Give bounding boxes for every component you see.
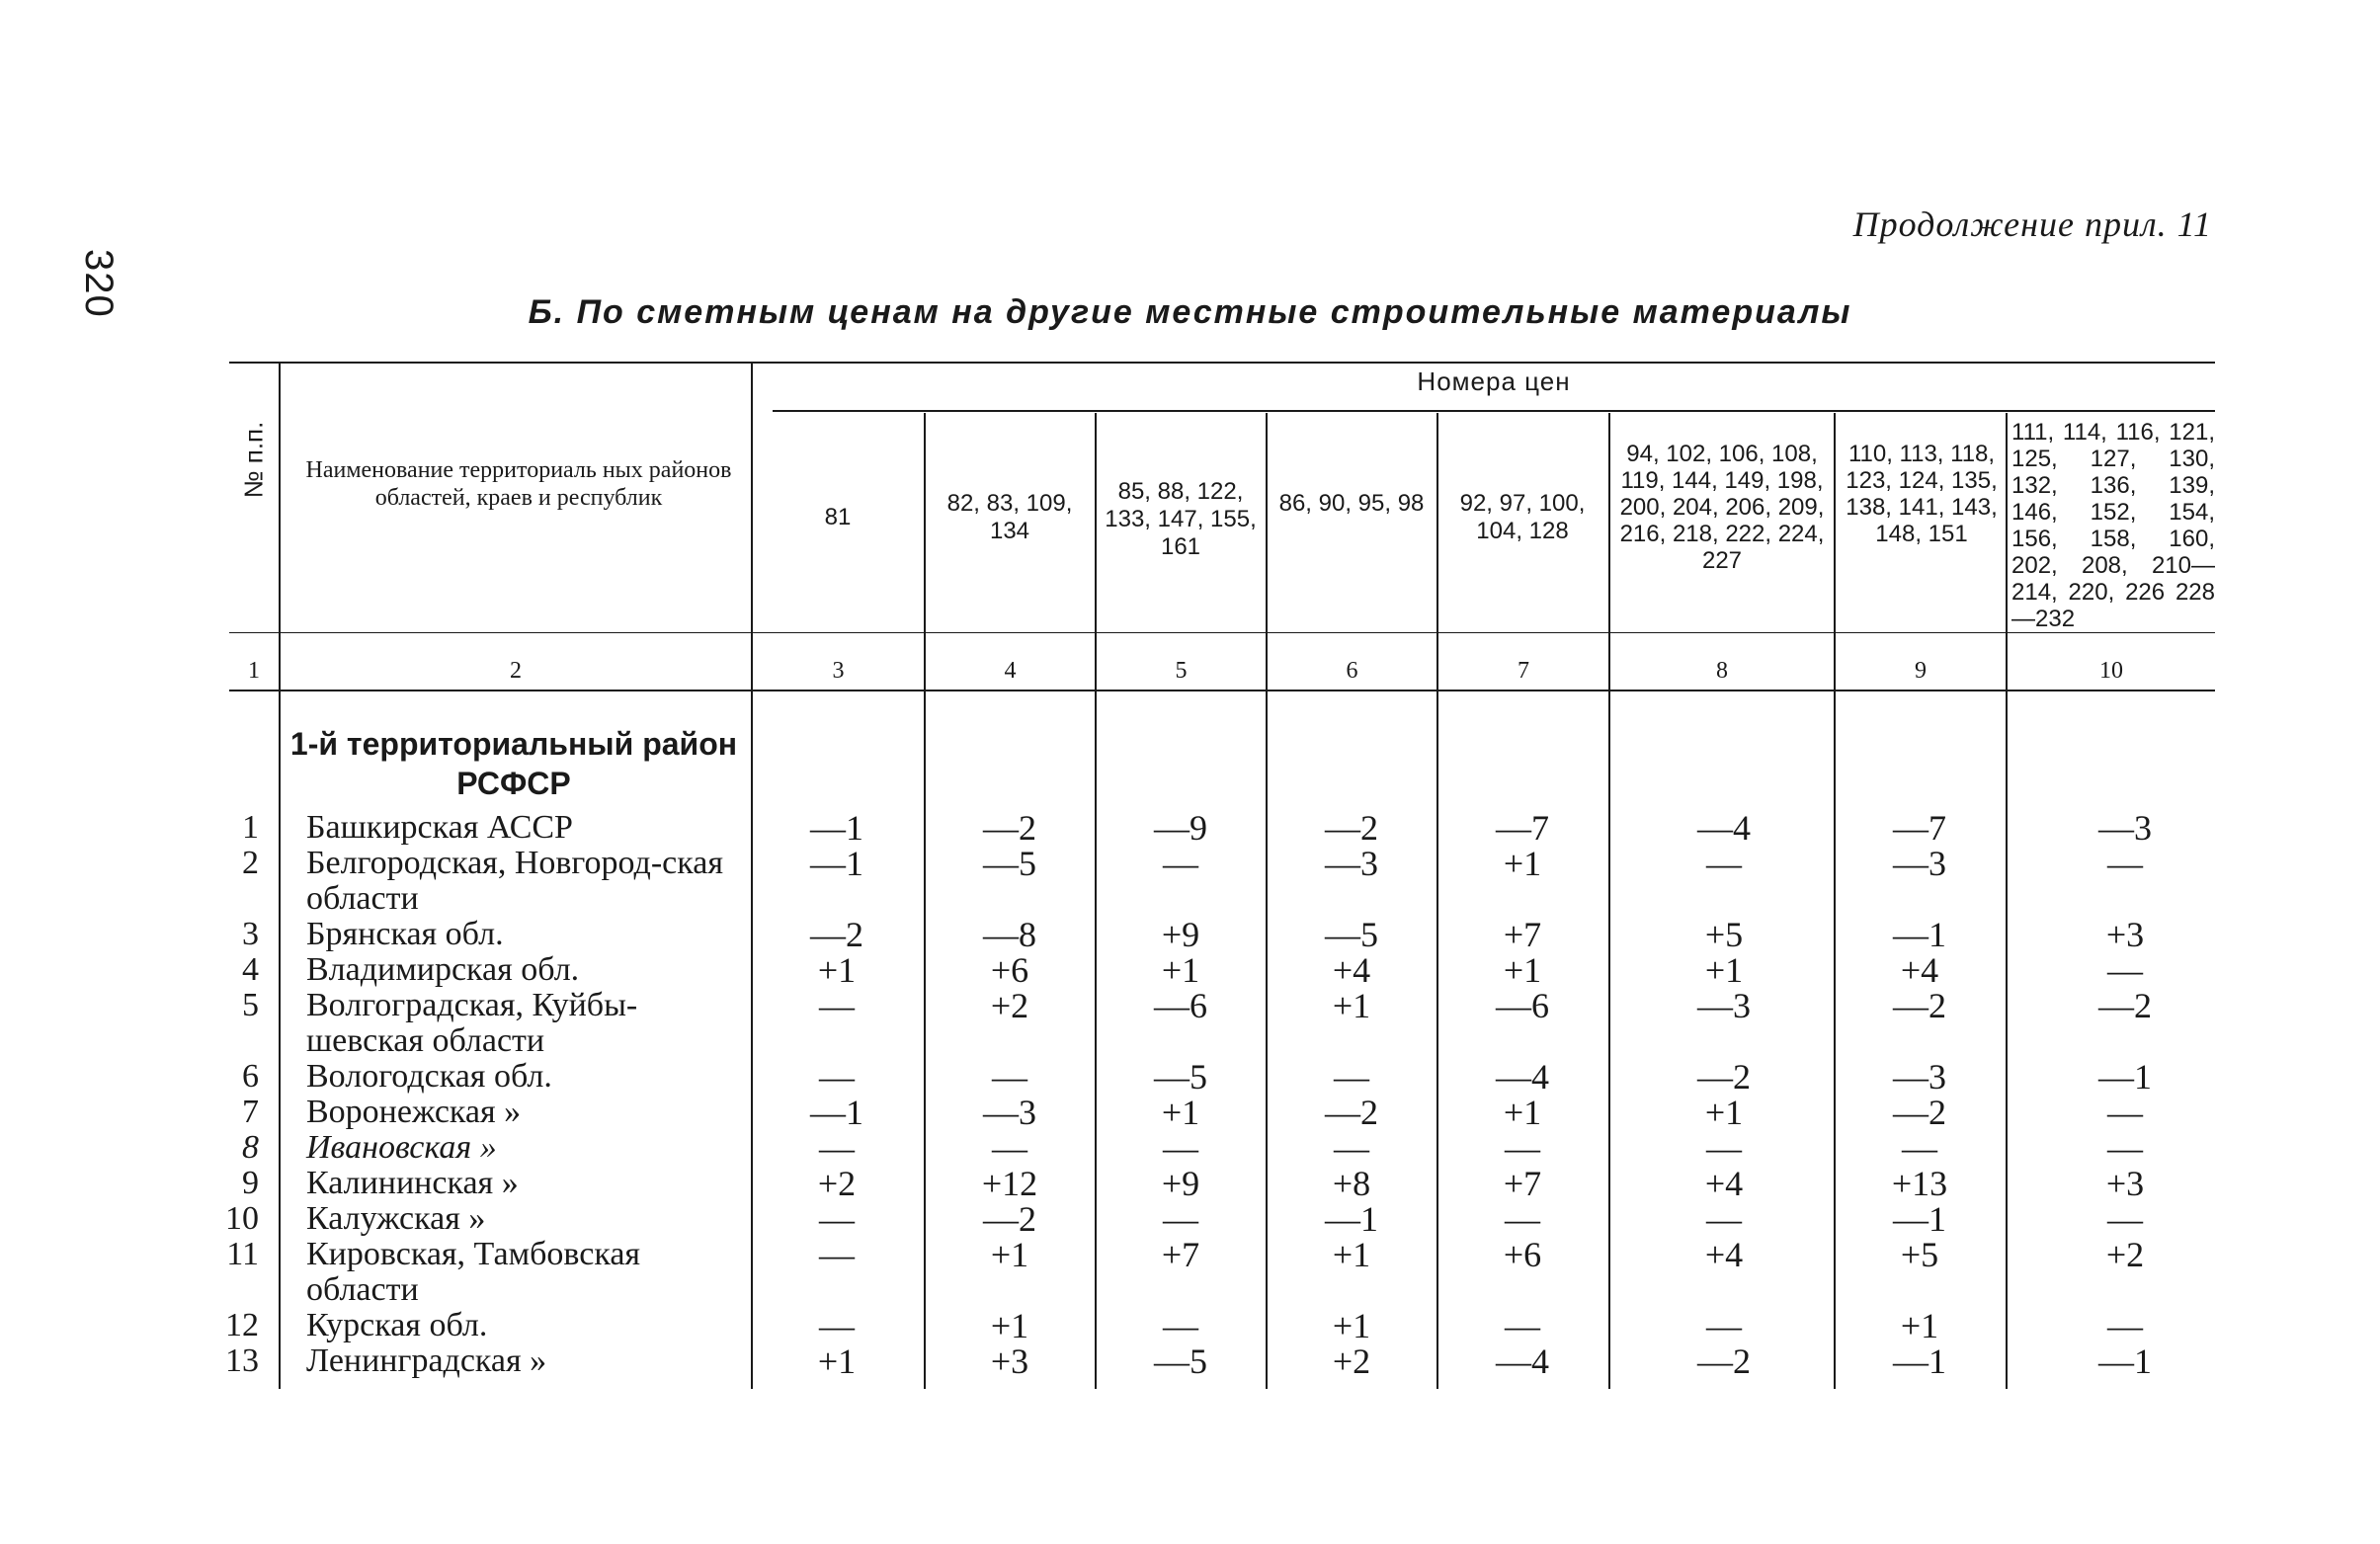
value-cell: +2 (990, 986, 1029, 1025)
col-rule-1 (279, 362, 281, 1389)
value-cell: — (1902, 1128, 1937, 1168)
value-cell: — (819, 1306, 855, 1345)
value-cell: +2 (2105, 1235, 2145, 1274)
value-cell: +1 (1704, 950, 1744, 990)
value-cell: +1 (1332, 1306, 1371, 1345)
name-column-header: Наименование территориаль ных районов областей, краев и республик (305, 457, 732, 511)
value-cell: — (819, 1199, 855, 1239)
value-cell: +1 (1503, 950, 1542, 990)
value-cell: —5 (1154, 1341, 1207, 1381)
value-cell: +9 (1161, 1164, 1200, 1203)
column-number-10: 10 (2099, 658, 2123, 684)
column-number-2: 2 (510, 658, 522, 684)
value-cell: —4 (1697, 808, 1751, 848)
region-name: Владимирская обл. (306, 951, 580, 988)
value-cell: +4 (1900, 950, 1939, 990)
section-title: Б. По сметным ценам на другие местные строительные материалы (528, 293, 1852, 331)
column-number-6: 6 (1346, 658, 1358, 684)
row-number: 8 (242, 1129, 259, 1166)
value-cell: —1 (810, 844, 863, 883)
value-cell: +1 (990, 1235, 1029, 1274)
region-name: Курская обл. (306, 1307, 488, 1343)
value-cell: +7 (1503, 915, 1542, 954)
value-cell: — (2107, 1199, 2143, 1239)
value-cell: +2 (817, 1164, 857, 1203)
value-cell: +4 (1704, 1235, 1744, 1274)
value-cell: +1 (1332, 986, 1371, 1025)
value-cell: — (1163, 1306, 1198, 1345)
prices-header-rule (773, 410, 2215, 412)
value-cell: —3 (2098, 808, 2152, 848)
column-number-9: 9 (1915, 658, 1927, 684)
value-cell: — (2107, 1128, 2143, 1168)
row-number: 11 (226, 1236, 259, 1272)
region-name: Вологодская обл. (306, 1058, 552, 1095)
region-name: Калининская » (306, 1165, 519, 1201)
value-cell: — (2107, 1306, 2143, 1345)
region-name: Воронежская » (306, 1094, 522, 1130)
value-cell: — (1505, 1199, 1540, 1239)
price-column-header-8: 94, 102, 106, 108, 119, 144, 149, 198, 200, 204, 206, 209, 216, 218, 222, 224, 227 (1619, 441, 1825, 574)
value-cell: +1 (1161, 950, 1200, 990)
value-cell: —2 (983, 808, 1036, 848)
value-cell: — (1163, 844, 1198, 883)
value-cell: +7 (1503, 1164, 1542, 1203)
table-top-rule (229, 362, 2215, 364)
value-cell: — (1706, 1306, 1742, 1345)
value-cell: — (1163, 1199, 1198, 1239)
value-cell: — (2107, 844, 2143, 883)
value-cell: +9 (1161, 915, 1200, 954)
value-cell: —2 (983, 1199, 1036, 1239)
value-cell: —3 (1325, 844, 1378, 883)
value-cell: —1 (1325, 1199, 1378, 1239)
value-cell: +1 (1161, 1093, 1200, 1132)
prices-group-header: Номера цен (1417, 366, 1571, 396)
value-cell: —1 (1893, 915, 1946, 954)
value-cell: —2 (1697, 1057, 1751, 1097)
column-number-5: 5 (1175, 658, 1188, 684)
value-cell: — (992, 1128, 1027, 1168)
value-cell: +1 (990, 1306, 1029, 1345)
value-cell: +7 (1161, 1235, 1200, 1274)
row-number: 10 (225, 1200, 259, 1237)
region-name: Волгоградская, Куйбы-шевская области (306, 987, 638, 1059)
value-cell: —5 (983, 844, 1036, 883)
value-cell: —2 (1893, 1093, 1946, 1132)
value-cell: —5 (1154, 1057, 1207, 1097)
value-cell: — (992, 1057, 1027, 1097)
value-cell: +1 (817, 1341, 857, 1381)
price-column-header-5: 85, 88, 122, 133, 147, 155, 161 (1105, 478, 1257, 560)
region-name: Брянская обл. (306, 916, 504, 952)
row-number: 7 (242, 1094, 259, 1130)
column-number-1: 1 (248, 658, 260, 684)
value-cell: —5 (1325, 915, 1378, 954)
value-cell: +1 (1704, 1093, 1744, 1132)
column-number-4: 4 (1004, 658, 1017, 684)
value-cell: —1 (2098, 1057, 2152, 1097)
value-cell: —2 (2098, 986, 2152, 1025)
region-name: Белгородская, Новгород-ская области (306, 845, 723, 917)
price-column-header-9: 110, 113, 118, 123, 124, 135, 138, 141, 143, 148, 151 (1846, 441, 1998, 547)
row-number: 2 (242, 845, 259, 881)
group-title: 1-й территориальный район РСФСР (289, 726, 738, 801)
value-cell: +1 (817, 950, 857, 990)
value-cell: — (1505, 1306, 1540, 1345)
value-cell: —3 (983, 1093, 1036, 1132)
value-cell: — (1505, 1128, 1540, 1168)
row-number: 12 (225, 1307, 259, 1343)
value-cell: +1 (1332, 1235, 1371, 1274)
row-number: 1 (242, 809, 259, 846)
value-cell: +6 (990, 950, 1029, 990)
row-number: 3 (242, 916, 259, 952)
value-cell: +8 (1332, 1164, 1371, 1203)
region-name: Ивановская » (306, 1129, 497, 1166)
value-cell: +1 (1503, 1093, 1542, 1132)
value-cell: +3 (2105, 1164, 2145, 1203)
colnum-upper-rule (229, 632, 2215, 633)
column-number-8: 8 (1716, 658, 1728, 684)
value-cell: —3 (1697, 986, 1751, 1025)
value-cell: — (2107, 1093, 2143, 1132)
value-cell: — (1163, 1128, 1198, 1168)
column-number-3: 3 (832, 658, 845, 684)
value-cell: +5 (1900, 1235, 1939, 1274)
value-cell: —7 (1893, 808, 1946, 848)
value-cell: — (1706, 844, 1742, 883)
value-cell: —9 (1154, 808, 1207, 848)
value-cell: — (819, 1235, 855, 1274)
value-cell: —2 (810, 915, 863, 954)
value-cell: — (2107, 950, 2143, 990)
continued-label: Продолжение прил. 11 (1852, 204, 2212, 244)
value-cell: —3 (1893, 1057, 1946, 1097)
value-cell: — (819, 1128, 855, 1168)
price-column-header-4: 82, 83, 109, 134 (946, 490, 1073, 544)
header-bottom-rule (229, 690, 2215, 691)
price-column-header-6: 86, 90, 95, 98 (1278, 490, 1425, 517)
row-number: 13 (225, 1342, 259, 1379)
value-cell: +4 (1704, 1164, 1744, 1203)
value-cell: —4 (1496, 1057, 1549, 1097)
region-name: Ленинградская » (306, 1342, 547, 1379)
value-cell: +4 (1332, 950, 1371, 990)
value-cell: +1 (1900, 1306, 1939, 1345)
row-number: 6 (242, 1058, 259, 1095)
region-name: Калужская » (306, 1200, 486, 1237)
value-cell: —2 (1893, 986, 1946, 1025)
row-number: 4 (242, 951, 259, 988)
value-cell: —4 (1496, 1341, 1549, 1381)
region-name: Кировская, Тамбовская области (306, 1236, 641, 1308)
price-column-header-10: 111, 114, 116, 121, 125, 127, 130, 132, 136, 139, 146, 152, 154, 156, 158, 160, 202, 208, 210—214, 220, 226 228—232 (2011, 419, 2215, 632)
value-cell: — (1706, 1199, 1742, 1239)
value-cell: — (819, 1057, 855, 1097)
row-number: 9 (242, 1165, 259, 1201)
value-cell: +5 (1704, 915, 1744, 954)
value-cell: +1 (1503, 844, 1542, 883)
value-cell: —6 (1496, 986, 1549, 1025)
value-cell: — (1706, 1128, 1742, 1168)
price-column-header-3: 81 (824, 504, 852, 530)
value-cell: —1 (2098, 1341, 2152, 1381)
value-cell: —8 (983, 915, 1036, 954)
row-number: 5 (242, 987, 259, 1023)
value-cell: —2 (1325, 1093, 1378, 1132)
value-cell: —2 (1325, 808, 1378, 848)
value-cell: — (1334, 1057, 1369, 1097)
value-cell: —7 (1496, 808, 1549, 848)
value-cell: —1 (810, 1093, 863, 1132)
row-number-header: № п.п. (238, 421, 269, 499)
value-cell: +2 (1332, 1341, 1371, 1381)
value-cell: +12 (981, 1164, 1038, 1203)
value-cell: +3 (990, 1341, 1029, 1381)
value-cell: — (1334, 1128, 1369, 1168)
value-cell: +13 (1891, 1164, 1948, 1203)
price-column-header-7: 92, 97, 100, 104, 128 (1459, 490, 1586, 544)
value-cell: —1 (1893, 1341, 1946, 1381)
column-number-7: 7 (1518, 658, 1529, 684)
value-cell: +3 (2105, 915, 2145, 954)
region-name: Башкирская АССР (306, 809, 573, 846)
value-cell: —2 (1697, 1341, 1751, 1381)
page-number: 320 (77, 249, 121, 318)
value-cell: —1 (810, 808, 863, 848)
value-cell: — (819, 986, 855, 1025)
value-cell: +6 (1503, 1235, 1542, 1274)
value-cell: —3 (1893, 844, 1946, 883)
value-cell: —6 (1154, 986, 1207, 1025)
value-cell: —1 (1893, 1199, 1946, 1239)
col-rule-9 (2006, 413, 2008, 1389)
col-rule-7 (1608, 413, 1610, 1389)
